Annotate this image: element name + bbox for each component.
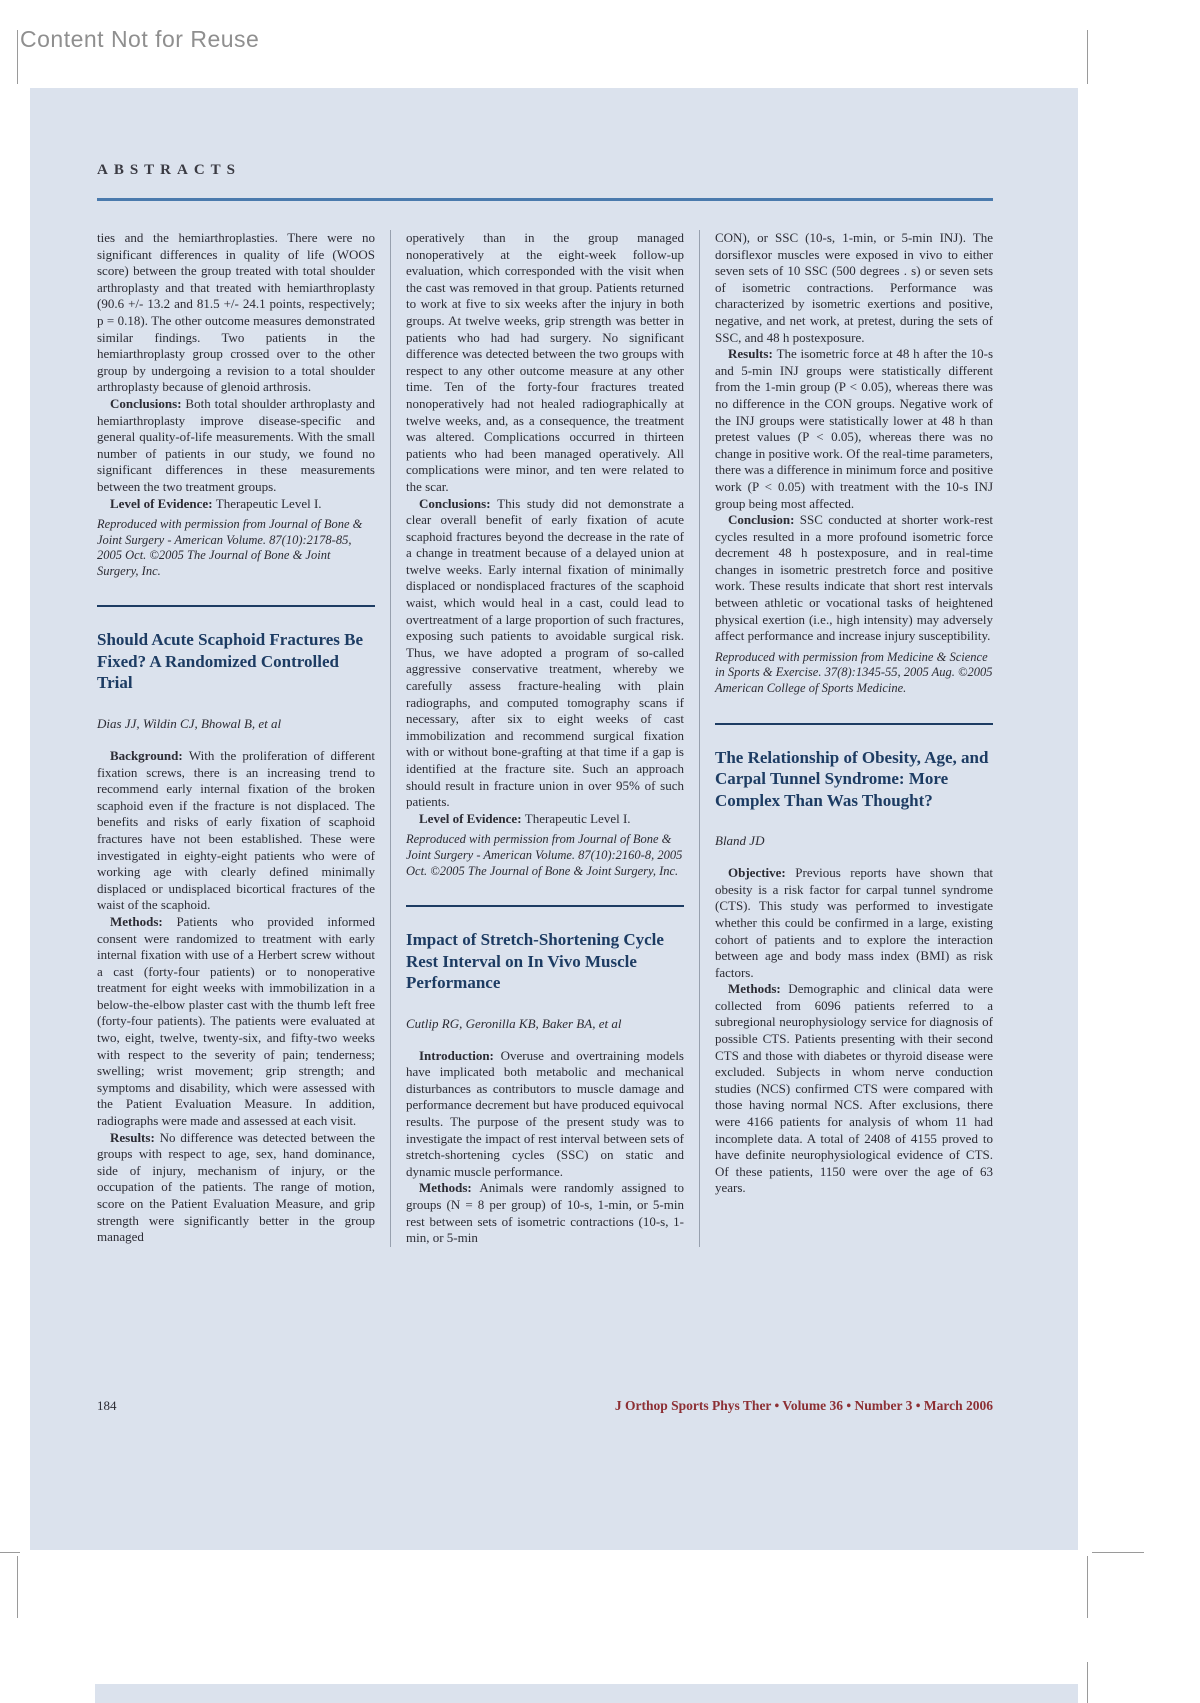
crop-mark-next-page	[1087, 1662, 1088, 1703]
journal-citation-line: J Orthop Sports Phys Ther • Volume 36 • Number 3 • March 2006	[614, 1398, 993, 1413]
abstract-paragraph: operatively than in the group managed nonoperatively at the eight-week follow-up evaluation, which corresponded with the visit when the cast was removed in that group. Patients returned to work at five to six weeks after the injury in both groups. At twelve weeks, grip strength was better in patients who had had surgery. No significant difference was detected between the two groups with respect to any other outcome measure at any other time. Ten of the forty-four fractures treated nonoperatively had not healed radiographically at twelve weeks, and, as a consequence, the treatment was altered. Complications occurred in thirteen patients who had been managed operatively. All complications were minor, and ten were related to the scar.	[406, 230, 684, 494]
paragraph-label: Background:	[110, 747, 189, 763]
paragraph-label: Results:	[110, 1129, 160, 1145]
paragraph-label: Introduction:	[419, 1047, 501, 1063]
reprint-citation: Reproduced with permission from Journal of Bone & Joint Surgery - American Volume. 87(10):2160-8, 2005 Oct. ©2005 The Journal of Bone & Joint Surgery, Inc.	[406, 832, 683, 878]
article-divider-rule	[406, 905, 684, 907]
crop-mark-top-left	[17, 30, 18, 84]
reprint-citation: Reproduced with permission from Medicine & Science in Sports & Exercise. 37(8):1345-55, 2005 Aug. ©2005 American College of Sports Medicine.	[715, 649, 993, 696]
article-title: The Relationship of Obesity, Age, and Carpal Tunnel Syndrome: More Complex Than Was Thought?	[715, 747, 989, 810]
column-divider	[699, 230, 700, 1247]
paragraph-label: Methods:	[419, 1180, 480, 1196]
crop-mark-top-right	[1087, 30, 1088, 84]
abstract-paragraph: Conclusions: Both total shoulder arthroplasty and hemiarthroplasty improve disease-specific and general quality-of-life measurements. With the small number of patients in our study, we found no significant differences in these measurements between the two treatment groups.	[97, 395, 375, 494]
paragraph-label: Methods:	[728, 981, 789, 997]
paragraph-label: Conclusions:	[110, 395, 186, 411]
abstract-paragraph: Objective: Previous reports have shown that obesity is a risk factor for carpal tunnel syndrome (CTS). This study was performed to investigate whether this could be confirmed in a large, existing cohort of patients and to explore the interaction between age and body mass index (BMI) as risk factors.	[715, 865, 993, 980]
watermark-text: Content Not for Reuse	[20, 26, 260, 52]
crop-mark-bottom-right-h	[1092, 1552, 1144, 1553]
abstract-paragraph: ties and the hemiarthroplasties. There were no significant differences in quality of life (WOOS score) between the group treated with total shoulder arthroplasty and that treated with hemiarthroplasty (90.6 +/- 13.2 and 81.5 +/- 24.1 points, respectively; p = 0.18). The other outcome measures demonstrated similar findings. Two patients in the hemiarthroplasty group crossed over to the other group by undergoing a revision to a total shoulder arthroplasty because of glenoid arthrosis.	[97, 230, 375, 395]
next-page-edge	[95, 1684, 1078, 1703]
page-footer	[97, 1398, 993, 1414]
abstract-paragraph: CON), or SSC (10-s, 1-min, or 5-min INJ). The dorsiflexor muscles were exposed in vivo to either seven sets of 10 SSC (500 degrees . s) or seven sets of isometric contractions. Performance was characterized by isometric exertions and positive, negative, and net work, at pretest, during the sets of SSC, and 48 h postexposure.	[715, 230, 993, 345]
abstract-paragraph: Level of Evidence: Therapeutic Level I.	[419, 810, 631, 826]
column-1	[97, 230, 375, 1247]
column-divider	[390, 230, 391, 1247]
page-number: 184	[97, 1398, 117, 1413]
abstract-paragraph: Methods: Animals were randomly assigned to groups (N = 8 per group) of 10-s, 1-min, or 5-min rest between sets of isometric contractions (10-s, 1-min, or 5-min	[406, 1180, 685, 1246]
header-rule	[97, 198, 993, 201]
article-divider-rule	[97, 605, 375, 607]
abstract-paragraph: Introduction: Overuse and overtraining models have implicated both metabolic and mechanical disturbances as contributors to muscle damage and performance decrement but have produced equivocal results. The purpose of the present study was to investigate the impact of rest interval between sets of stretch-shortening cycles (SSC) on static and dynamic muscle performance.	[406, 1047, 684, 1179]
column-3	[715, 230, 993, 1247]
columns	[97, 230, 993, 1247]
abstract-paragraph: Conclusion: SSC conducted at shorter work-rest cycles resulted in a more profound isometric force decrement 48 h postexposure, and in real-time changes in isometric prestretch force and positive work. These results indicate that short rest intervals between athletic or vocational tasks of heightened physical exertion (i.e., high intensity) may adversely affect performance and increase injury susceptibility.	[715, 512, 993, 644]
paragraph-label: Conclusion:	[728, 512, 800, 528]
paragraph-label: Objective:	[728, 865, 796, 881]
article-title: Impact of Stretch-Shortening Cycle Rest Interval on In Vivo Muscle Performance	[406, 930, 664, 993]
section-title: ABSTRACTS	[97, 162, 242, 178]
abstract-paragraph: Results: No difference was detected between the groups with respect to age, sex, hand dominance, side of injury, mechanism of injury, or the occupation of the patients. The range of motion, score on the Patient Evaluation Measure, and grip strength were significantly better in the group managed	[97, 1129, 375, 1245]
reprint-citation: Reproduced with permission from Journal of Bone & Joint Surgery - American Volume. 87(10):2178-85, 2005 Oct. ©2005 The Journal of Bone & Joint Surgery, Inc.	[97, 517, 363, 578]
article-title: Should Acute Scaphoid Fractures Be Fixed? A Randomized Controlled Trial	[97, 630, 364, 693]
paragraph-label: Level of Evidence:	[110, 495, 216, 511]
abstract-paragraph: Results: The isometric force at 48 h after the 10-s and 5-min INJ groups were statistically different from the 1-min group (P < 0.05), whereas there was no difference in the CON groups. Negative work of the INJ groups were statistically lower at 48 h than pretest values (P < 0.05), whereas there was no change in positive work. Of the real-time parameters, there was a difference in minimum force and positive work (P < 0.05) with treatment with the 10-s INJ group being most affected.	[715, 346, 994, 511]
paragraph-label: Conclusions:	[419, 495, 498, 511]
crop-mark-bottom-left-h	[0, 1552, 20, 1553]
crop-mark-bottom-left	[17, 1556, 18, 1618]
paragraph-label: Level of Evidence:	[419, 810, 525, 826]
abstract-paragraph: Background: With the proliferation of different fixation screws, there is an increasing trend to recommend early internal fixation of the broken scaphoid even if the fracture is not displaced. The benefits and risks of early fixation of scaphoid fractures have not been established. These were investigated in eighty-eight patients who were of working age with clearly defined minimally displaced or undisplaced bicortical fractures of the waist of the scaphoid.	[97, 747, 375, 913]
abstract-paragraph: Conclusions: This study did not demonstrate a clear overall benefit of early fixation of acute scaphoid fractures beyond the decrease in the rate of a change in treatment because of a delayed union at twelve weeks. Early internal fixation of minimally displaced or nondisplaced fractures of the scaphoid waist, which would heal in a cast, could lead to overtreatment of a large proportion of such fractures, exposing such patients to avoidable surgical risk. Thus, we have adopted a program of so-called aggressive conservative treatment, whereby we carefully assess fracture-healing with plain radiographs, and computed tomography scans if necessary, after six to eight weeks of cast immobilization and recommend surgical fixation with or without bone-grafting at that time if a gap is identified at the fracture site. Such an approach should result in fracture union in over 95% of such patients.	[406, 495, 684, 810]
article-authors: Bland JD	[715, 833, 765, 849]
abstract-paragraph: Level of Evidence: Therapeutic Level I.	[110, 495, 322, 511]
paragraph-label: Results:	[728, 346, 777, 362]
journal-page	[30, 88, 1078, 1550]
article-authors: Dias JJ, Wildin CJ, Bhowal B, et al	[97, 715, 282, 731]
abstract-paragraph: Methods: Demographic and clinical data were collected from 6096 patients referred to a subregional neurophysiology service for diagnosis of possible CTS. Patients presenting with their second CTS and those with diabetes or thyroid disease were excluded. Subjects in whom nerve conduction studies (NCS) confirmed CTS were compared with those having normal NCS. After exclusions, there were 4166 patients for analysis of whom 11 had incomplete data. A total of 2408 of 4155 proved to have definite neurophysiological evidence of CTS. Of these patients, 1150 were over the age of 63 years.	[715, 981, 994, 1196]
crop-mark-bottom-right	[1087, 1556, 1088, 1618]
article-authors: Cutlip RG, Geronilla KB, Baker BA, et al	[406, 1015, 622, 1031]
column-2	[406, 230, 684, 1247]
article-divider-rule	[715, 723, 993, 725]
abstract-paragraph: Methods: Patients who provided informed consent were randomized to treatment with early internal fixation with use of a Herbert screw without a cast (forty-four patients) or to nonoperative treatment for eight weeks with immobilization in a below-the-elbow plaster cast with the thumb left free (forty-four patients). The patients were evaluated at two, eight, twelve, twenty-six, and fifty-two weeks with respect to the severity of pain; tenderness; swelling; wrist movement; grip strength; and symptoms and disability, which were assessed with the Patient Evaluation Measure. In addition, radiographs were made and assessed at each visit.	[97, 913, 375, 1129]
paragraph-label: Methods:	[110, 913, 177, 929]
